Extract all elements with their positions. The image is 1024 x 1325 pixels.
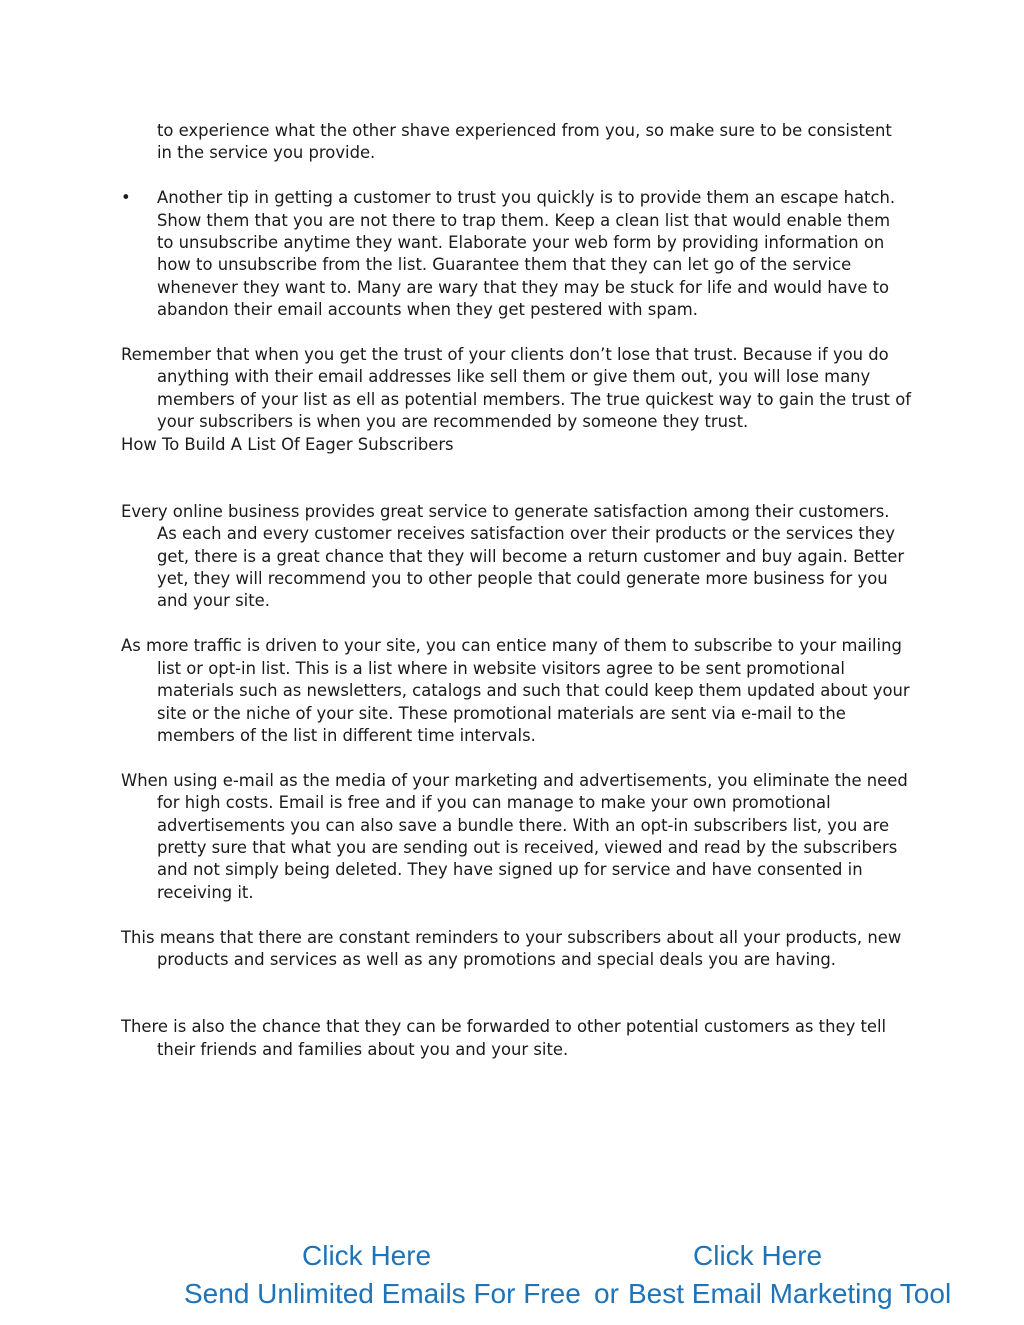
bullet-item xyxy=(121,187,911,321)
paragraph-constant-reminders: This means that there are constant reminders to your subscribers about all your products, new products and services as well as any promotions and special deals you are having. xyxy=(121,927,902,969)
promo-links xyxy=(0,1238,1024,1318)
send-unlimited-emails-link[interactable]: Send Unlimited Emails For Free xyxy=(184,1278,581,1309)
document-body xyxy=(121,120,911,1083)
click-here-link-left[interactable]: Click Here xyxy=(302,1240,432,1271)
best-email-marketing-tool-link[interactable]: Best Email Marketing Tool xyxy=(628,1278,952,1309)
section-heading: How To Build A List Of Eager Subscribers xyxy=(121,434,454,454)
bullet-dot-icon: • xyxy=(121,188,131,208)
continuation-paragraph: to experience what the other shave experienced from you, so make sure to be consistent in the service you provide. xyxy=(157,121,892,163)
click-here-link-right[interactable]: Click Here xyxy=(693,1240,823,1271)
paragraph-forwarded: There is also the chance that they can be forwarded to other potential customers as they tell their friends and families about you and your site. xyxy=(121,1017,887,1059)
paragraph-more-traffic: As more traffic is driven to your site, you can entice many of them to subscribe to your mailing list or opt-in list. This is a list where in website visitors agree to be sent promotional materials such as newsletters, catalogs and such that could keep them updated about your site or the niche of your site. These promotional materials are sent via e-mail to the members of the list in different time intervals. xyxy=(121,636,910,745)
link-connector-text: or xyxy=(594,1278,619,1309)
bullet-text: Another tip in getting a customer to trust you quickly is to provide them an escape hatch. Show them that you are not there to trap them. Keep a clean list that would enable them to unsubscribe anytime they want. Elaborate your web form by providing information on how to unsubscribe from the list. Guarantee them that they can let go of the service whenever they want to. Many are wary that they may be stuck for life and would have to abandon their email accounts when they get pestered with spam. xyxy=(157,188,896,320)
paragraph-using-email: When using e-mail as the media of your marketing and advertisements, you eliminate the need for high costs. Email is free and if you can manage to make your own promotional advertisements you can also save a bundle there. With an opt-in subscribers list, you are pretty sure that what you are sending out is received, viewed and read by the subscribers and not simply being deleted. They have signed up for service and have consented in receiving it. xyxy=(121,770,908,902)
paragraph-spacer xyxy=(121,994,911,1016)
paragraph-remember: Remember that when you get the trust of your clients don’t lose that trust. Because if you do anything with their email addresses like sell them or give them out, you will lose many members of your list as ell as potential members. The true quickest way to gain the trust of your subscribers is when you are recommended by someone they trust. xyxy=(121,345,911,432)
paragraph-every-online: Every online business provides great service to generate satisfaction among their customers. As each and every customer receives satisfaction over their products or the services they get, there is a great chance that they will become a return customer and buy again. Better yet, they will recommend you to other people that could generate more business for you and your site. xyxy=(121,501,905,611)
